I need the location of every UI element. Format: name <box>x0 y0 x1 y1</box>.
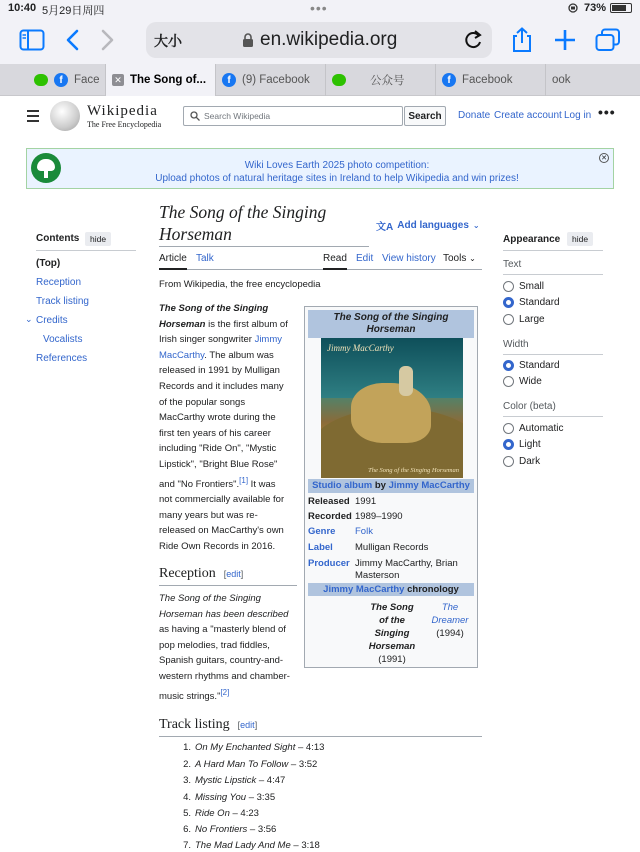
released-label: Released <box>308 496 350 507</box>
track-item: 1. On My Enchanted Sight – 4:13 <box>183 742 325 753</box>
current-year: (1991) <box>378 654 406 665</box>
cover-title-text: The Song of the Singing Horseman <box>368 467 459 474</box>
color-light[interactable]: Light <box>503 439 541 450</box>
active-view-indicator <box>323 268 347 270</box>
artist-link[interactable]: MacCarthy <box>159 349 205 361</box>
edit-section-link[interactable]: edit <box>240 720 255 730</box>
appearance-heading: Appearance <box>503 234 561 245</box>
chronology-header <box>308 583 474 596</box>
tab-talk[interactable]: Talk <box>196 253 214 264</box>
appearance-divider <box>503 354 603 355</box>
status-bar <box>0 0 640 18</box>
active-tab-indicator <box>159 268 187 270</box>
wikipedia-wordmark[interactable] <box>87 103 161 129</box>
close-banner-icon[interactable]: ✕ <box>599 153 609 163</box>
width-wide[interactable]: Wide <box>503 376 542 387</box>
search-button[interactable]: Search <box>404 106 446 126</box>
toc-item-references[interactable]: References <box>36 353 88 364</box>
color-automatic[interactable]: Automatic <box>503 423 563 434</box>
add-languages-label: Add languages <box>397 220 469 231</box>
section-divider <box>159 736 482 737</box>
share-icon[interactable] <box>508 26 536 54</box>
tools-dropdown[interactable] <box>443 253 476 264</box>
radio-icon <box>503 281 514 292</box>
banner-line1[interactable]: Wiki Loves Earth 2025 photo competition: <box>244 160 430 171</box>
radio-icon <box>503 456 514 467</box>
back-icon[interactable] <box>58 26 86 54</box>
wordmark-text: Wikipedia <box>87 103 158 119</box>
track-item: 4. Missing You – 3:35 <box>183 792 276 803</box>
page-title <box>159 201 369 245</box>
toc-item-credits[interactable]: Credits <box>36 315 68 326</box>
search-input[interactable] <box>183 106 403 126</box>
browser-tab[interactable] <box>0 64 106 96</box>
search-placeholder: Search Wikipedia <box>204 111 271 121</box>
browser-tab[interactable] <box>546 64 640 96</box>
forward-icon[interactable] <box>94 26 122 54</box>
chevron-down-icon: ⌄ <box>472 221 480 230</box>
add-languages-button[interactable] <box>376 218 480 233</box>
track-item: 3. Mystic Lipstick – 4:47 <box>183 775 286 786</box>
track-item: 6. No Frontiers – 3:56 <box>183 824 277 835</box>
appearance-hide-button[interactable]: hide <box>567 232 593 246</box>
radio-selected-icon <box>503 360 514 371</box>
released-value: 1991 <box>355 496 377 507</box>
wordmark-tagline: The Free Encyclopedia <box>87 120 162 129</box>
facebook-icon: f <box>54 73 68 87</box>
text-size-button[interactable]: 大小 <box>154 33 182 49</box>
width-heading: Width <box>503 339 529 350</box>
radio-icon <box>503 314 514 325</box>
genre-label[interactable]: Genre <box>308 526 336 537</box>
producer-value: Jimmy MacCarthy, Brian Masterson <box>355 558 458 581</box>
text-size-small[interactable]: Small <box>503 281 544 292</box>
login-link[interactable]: Log in <box>564 110 592 121</box>
browser-toolbar <box>0 18 640 64</box>
studio-album-link[interactable]: Studio album <box>312 480 373 491</box>
infobox <box>304 306 478 668</box>
recorded-label: Recorded <box>308 511 352 522</box>
url-text: en.wikipedia.org <box>260 29 398 50</box>
status-date: 5月29日周四 <box>42 5 105 17</box>
new-tab-icon[interactable] <box>551 26 579 54</box>
chronology-artist-link[interactable]: Jimmy MacCarthy <box>323 584 405 595</box>
search-icon <box>190 111 200 121</box>
track-item: 2. A Hard Man To Follow – 3:52 <box>183 759 318 770</box>
page-title-line1: The Song of the Singing <box>159 202 327 222</box>
reload-icon[interactable] <box>464 28 484 55</box>
facebook-icon: f <box>442 73 456 87</box>
radio-selected-icon <box>503 439 514 450</box>
tab-view-history[interactable]: View history <box>382 253 436 264</box>
browser-tab[interactable] <box>216 64 326 96</box>
infobox-title: The Song of the Singing Horseman <box>308 310 474 338</box>
tab-label: Facebook <box>462 74 513 86</box>
toc-item-vocalists[interactable]: Vocalists <box>43 334 83 345</box>
intro-paragraph: The Song of the Singing Horseman is the first album of Irish singer songwriter Jimmy MacCarthy. The album was released in 1991 by Mulligan Records and it includes many of the popular songs MacCarthy wrote during the first ten years of his career including "Ride On", "Mystic Lipstick", "Bright Blue Rose" and "No Frontiers".[1] It was not commercially available for many years but was re- released on MacCarthy's own Ride Own Records in 2016. <box>159 303 288 553</box>
toc-hide-button[interactable]: hide <box>85 232 111 246</box>
track-item: 7. The Mad Lady And Me – 3:18 <box>183 840 320 851</box>
tab-label: Face <box>74 74 100 86</box>
next-year: (1994) <box>436 628 464 639</box>
width-standard[interactable]: Standard <box>503 360 560 371</box>
section-divider <box>159 585 297 586</box>
toc-item-track-listing[interactable]: Track listing <box>36 296 89 307</box>
text-size-large[interactable]: Large <box>503 314 545 325</box>
album-cover[interactable] <box>321 338 463 478</box>
browser-tab[interactable] <box>436 64 546 96</box>
toc-item-reception[interactable]: Reception <box>36 277 82 288</box>
tools-label: Tools <box>443 253 467 264</box>
reception-heading: Reception [edit] <box>159 566 244 581</box>
label-value: Mulligan Records <box>355 542 429 553</box>
multitask-dots-icon[interactable]: ••• <box>310 0 328 16</box>
citation-link[interactable]: [1] <box>239 475 249 485</box>
edit-section-link[interactable]: edit <box>226 569 241 579</box>
facebook-icon: f <box>222 73 236 87</box>
radio-icon <box>503 376 514 387</box>
tab-article[interactable]: Article <box>159 253 187 264</box>
color-heading: Color (beta) <box>503 401 556 412</box>
tab-label: 公众号 <box>370 75 405 87</box>
track-listing-heading: Track listing [edit] <box>159 717 258 732</box>
tab-overview-icon[interactable] <box>594 26 622 54</box>
album-type-row <box>308 479 474 493</box>
reception-paragraph: The Song of the Singing Horseman has been described as having a "masterly blend of pop melodies, trad fiddles, Spanish guitars, country-and- western rhythms and chamber- music strings."[2] <box>159 593 290 702</box>
by-text: by <box>372 480 389 491</box>
next-album-link[interactable]: The Dreamer <box>431 602 469 626</box>
label-label[interactable]: Label <box>308 542 333 553</box>
more-options-icon[interactable]: ••• <box>598 104 616 120</box>
track-listing-title: Track listing <box>159 717 230 732</box>
status-time: 10:40 <box>8 2 37 14</box>
wechat-icon <box>332 74 346 86</box>
toc-item-top[interactable]: (Top) <box>36 258 61 269</box>
create-account-link[interactable]: Create account <box>494 110 562 121</box>
menu-icon[interactable] <box>27 110 39 125</box>
radio-icon <box>503 423 514 434</box>
battery-indicator <box>566 2 632 14</box>
battery-percent: 73% <box>583 2 606 14</box>
color-dark[interactable]: Dark <box>503 456 540 467</box>
producer-label[interactable]: Producer <box>308 558 350 569</box>
chevron-down-icon: ⌄ <box>469 254 476 263</box>
text-size-heading: Text <box>503 259 522 270</box>
address-bar[interactable] <box>146 22 492 58</box>
toc-divider <box>36 250 136 251</box>
infobox-artist-link[interactable]: Jimmy MacCarthy <box>388 480 470 491</box>
banner-line2[interactable]: Upload photos of natural heritage sites in Ireland to help Wikipedia and win prizes! <box>155 173 519 184</box>
tab-label: (9) Facebook <box>242 74 310 86</box>
page-title-line2: Horseman <box>159 224 232 244</box>
title-divider <box>159 246 369 247</box>
tabs-divider <box>159 269 482 270</box>
campaign-banner <box>26 148 614 189</box>
tab-edit[interactable]: Edit <box>356 253 374 264</box>
browser-tab[interactable] <box>326 64 436 96</box>
tab-read[interactable]: Read <box>323 253 347 264</box>
chronology-current <box>367 601 417 666</box>
browser-tab-active[interactable] <box>106 64 216 96</box>
chronology-word: chronology <box>404 584 459 595</box>
genre-value[interactable]: Folk <box>355 526 373 537</box>
track-item: 5. Ride On – 4:23 <box>183 808 259 819</box>
citation-link[interactable]: [2] <box>220 687 230 697</box>
chevron-down-icon[interactable]: ⌄ <box>25 314 33 324</box>
wiki-loves-earth-logo-icon <box>31 153 61 183</box>
close-tab-icon[interactable]: ✕ <box>112 74 124 86</box>
donate-link[interactable]: Donate <box>458 110 491 121</box>
translate-icon: 文A <box>376 222 394 233</box>
battery-icon <box>610 3 632 13</box>
tab-label: ook <box>552 74 571 86</box>
lock-rotation-icon <box>566 3 580 13</box>
chronology-next <box>425 601 475 640</box>
recorded-value: 1989–1990 <box>355 511 403 522</box>
sidebar-icon[interactable] <box>18 26 46 54</box>
wiki-header <box>0 96 640 136</box>
text-size-standard[interactable]: Standard <box>503 297 560 308</box>
cover-artist-text: Jimmy MacCarthy <box>327 343 394 353</box>
appearance-divider <box>503 416 603 417</box>
wechat-icon <box>34 74 48 86</box>
tab-label: The Song of... <box>130 74 207 86</box>
current-album: The Song of the Singing Horseman <box>368 602 416 652</box>
artist-link[interactable]: Jimmy <box>254 334 283 346</box>
tab-strip <box>0 64 640 96</box>
wikipedia-globe-icon[interactable] <box>50 101 80 131</box>
from-wikipedia: From Wikipedia, the free encyclopedia <box>159 279 321 290</box>
reception-title: Reception <box>159 566 216 581</box>
radio-selected-icon <box>503 297 514 308</box>
appearance-divider <box>503 274 603 275</box>
appearance-divider <box>503 250 603 251</box>
lock-icon <box>242 33 254 48</box>
toc-heading: Contents <box>36 233 80 244</box>
url-display[interactable] <box>242 29 397 51</box>
